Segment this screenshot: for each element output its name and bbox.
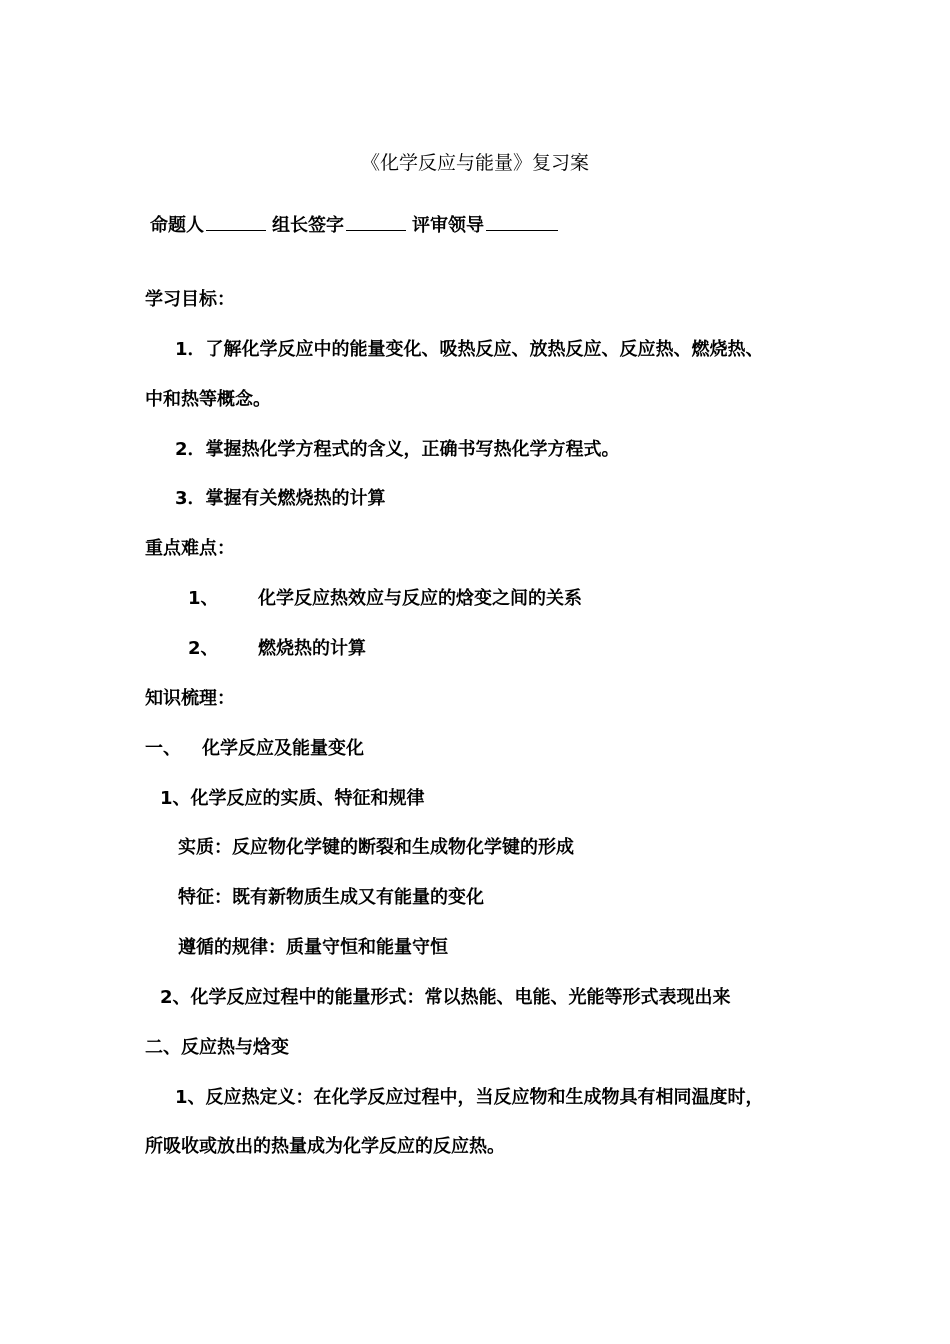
- rule-line: 遵循的规律：质量守恒和能量守恒: [178, 937, 448, 958]
- reviewer-label: 评审领导: [412, 215, 484, 236]
- key-point-number: 1、: [188, 588, 219, 609]
- objectives-heading: 学习目标：: [145, 289, 235, 310]
- key-point-text: 燃烧热的计算: [258, 638, 366, 659]
- key-point-text: 化学反应热效应与反应的焓变之间的关系: [258, 588, 582, 609]
- key-point-item-1: [188, 587, 582, 611]
- objective-item-1-line-1: 1．了解化学反应中的能量变化、吸热反应、放热反应、反应热、燃烧热、: [175, 339, 764, 360]
- leader-label: 组长签字: [272, 215, 344, 236]
- section-2-heading: 二、反应热与焓变: [145, 1037, 289, 1058]
- knowledge-heading: 知识梳理：: [145, 688, 235, 709]
- section-1-subheading-1: 1、化学反应的实质、特征和规律: [160, 788, 425, 809]
- reviewer-blank: [486, 212, 558, 231]
- key-points-heading: 重点难点：: [145, 538, 235, 559]
- signature-line: [150, 212, 564, 238]
- key-point-item-2: [188, 637, 366, 661]
- leader-blank: [346, 212, 406, 231]
- definition-line-2: 所吸收或放出的热量成为化学反应的反应热。: [145, 1136, 505, 1157]
- author-blank: [206, 212, 266, 231]
- definition-line-1: 1、反应热定义：在化学反应过程中，当反应物和生成物具有相同温度时，: [175, 1087, 764, 1108]
- objective-item-2: 2．掌握热化学方程式的含义，正确书写热化学方程式。: [175, 439, 620, 460]
- objective-item-3: 3．掌握有关燃烧热的计算: [175, 488, 386, 509]
- feature-line: 特征：既有新物质生成又有能量的变化: [178, 887, 484, 908]
- section-1-subheading-2: 2、化学反应过程中的能量形式：常以热能、电能、光能等形式表现出来: [160, 987, 731, 1008]
- essence-line: 实质：反应物化学键的断裂和生成物化学键的形成: [178, 837, 574, 858]
- author-label: 命题人: [150, 215, 204, 236]
- section-1-title: 化学反应及能量变化: [202, 738, 364, 759]
- page-title: 《化学反应与能量》复习案: [360, 152, 589, 174]
- objective-item-1-line-2: 中和热等概念。: [145, 389, 271, 410]
- key-point-number: 2、: [188, 638, 219, 659]
- section-1-heading: [145, 737, 364, 761]
- section-1-number: 一、: [145, 738, 181, 759]
